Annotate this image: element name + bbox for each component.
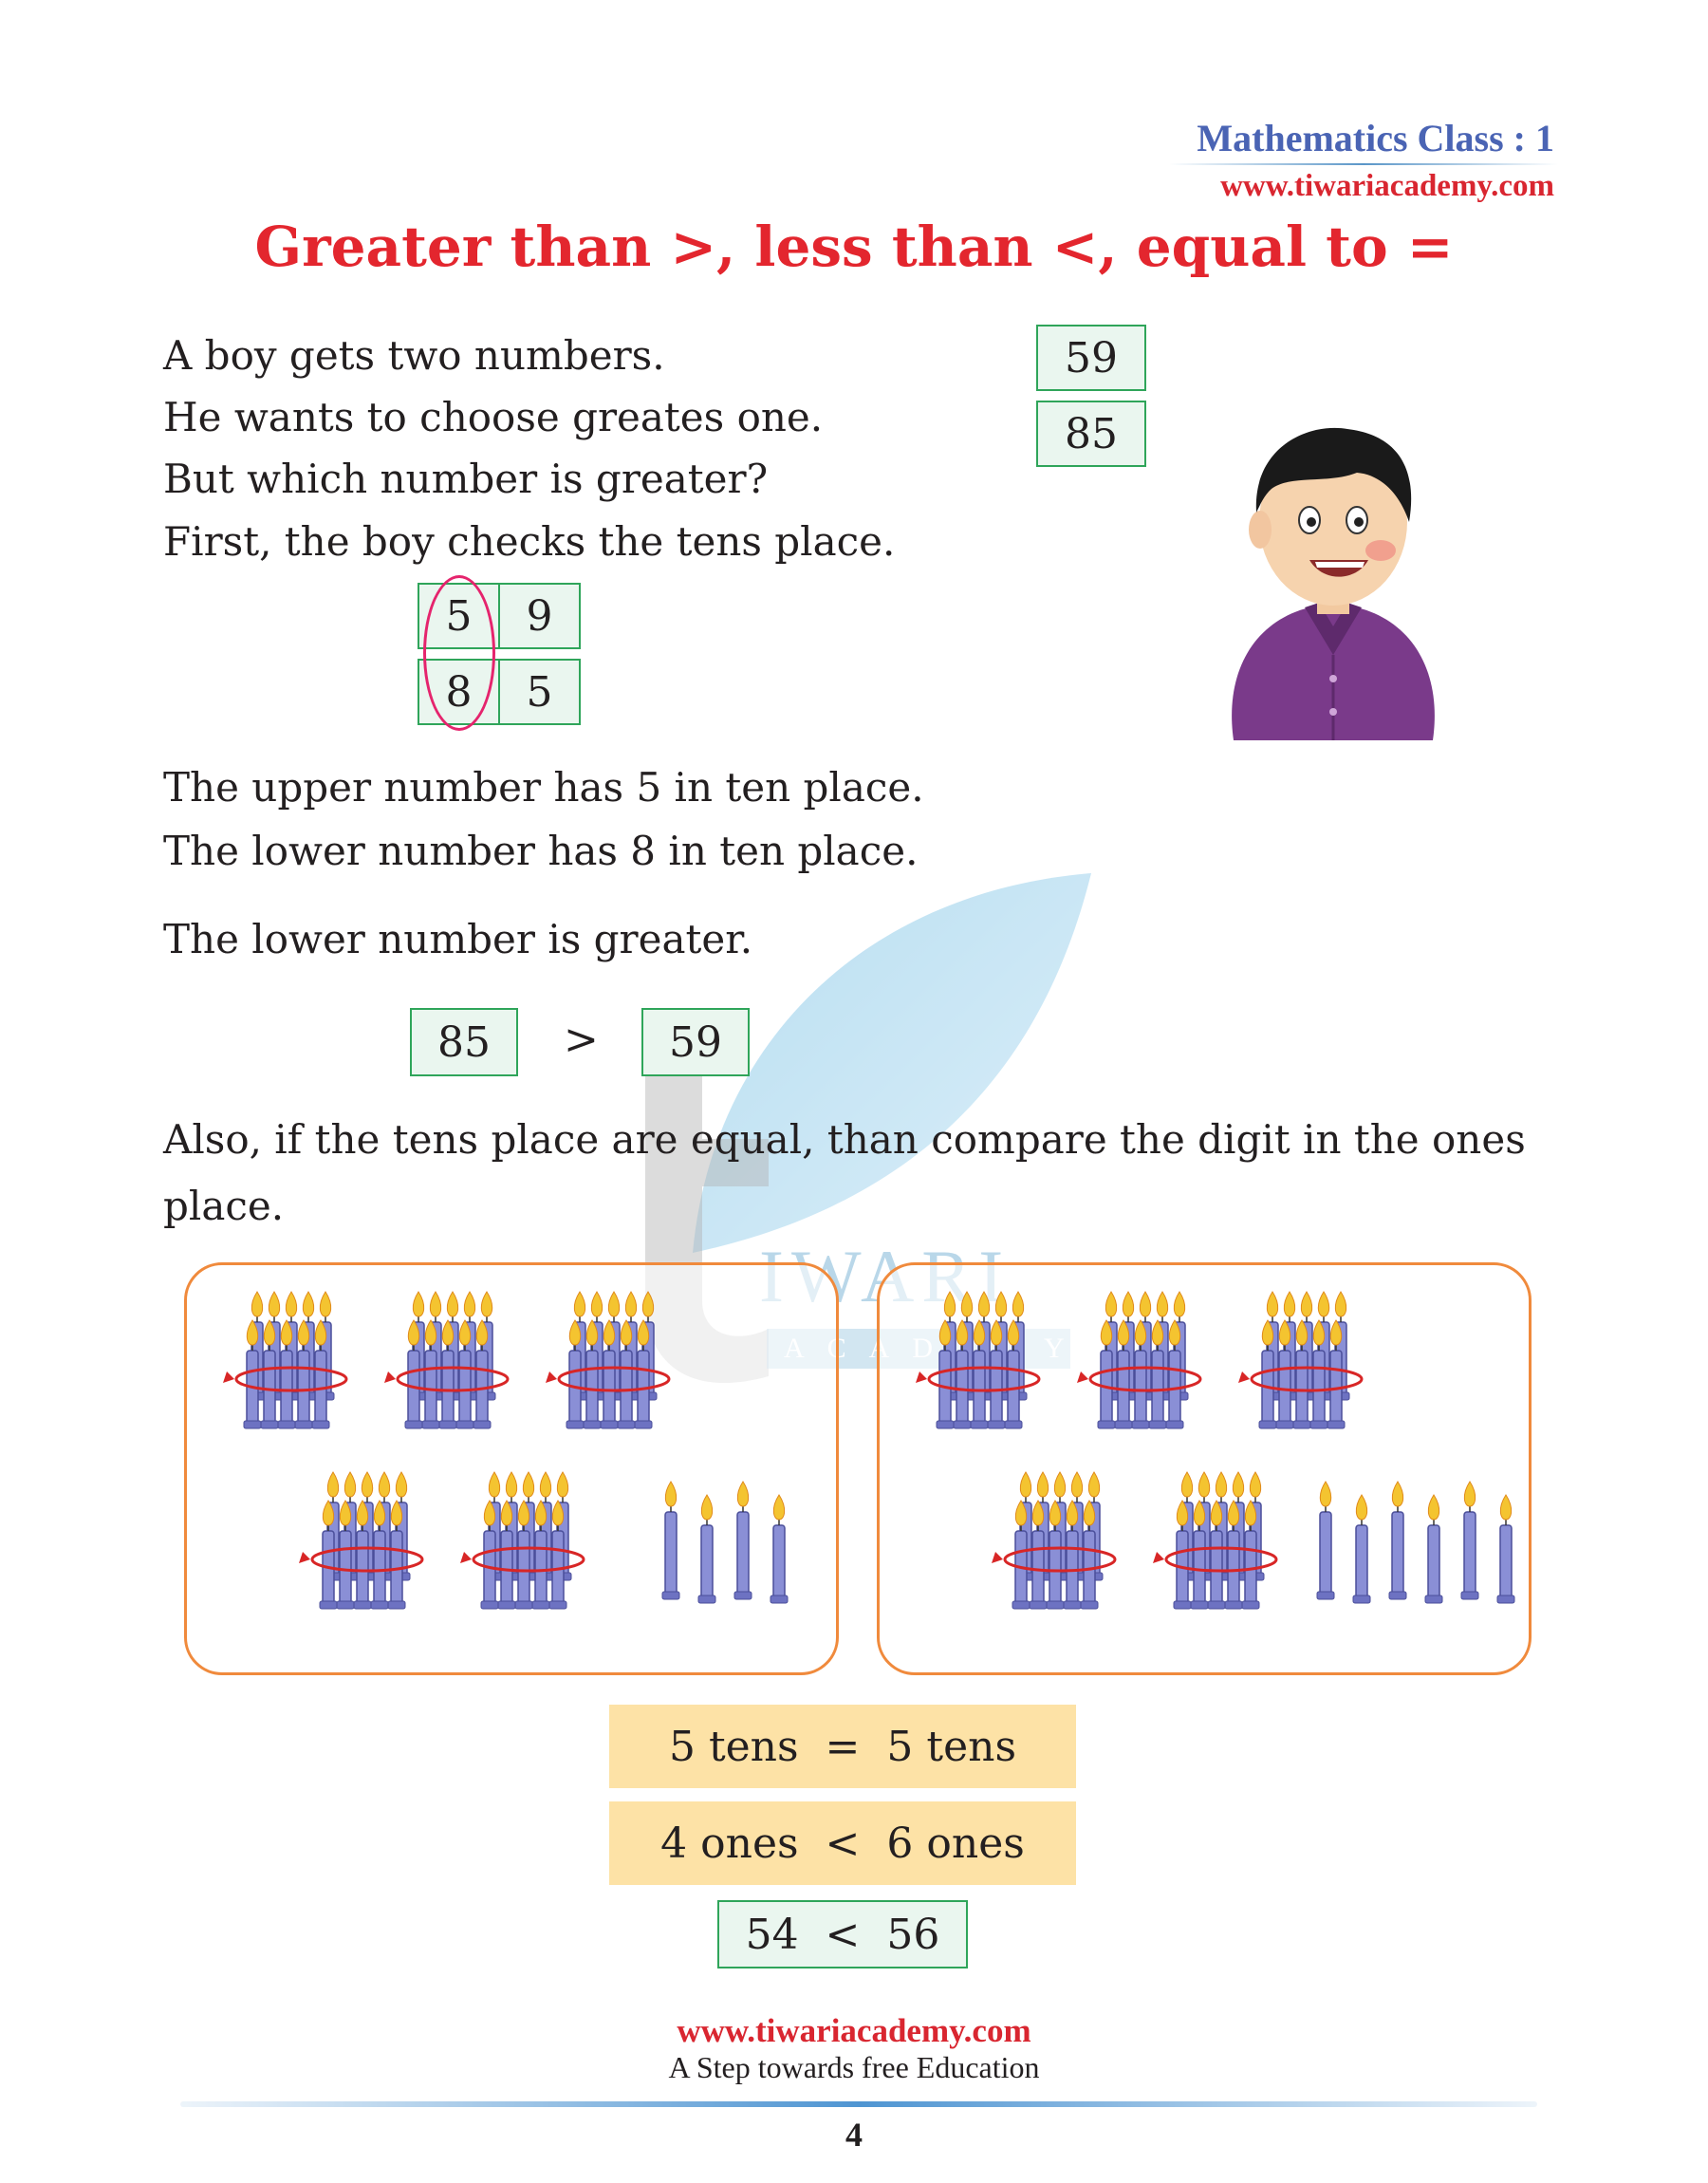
candle-panel-left xyxy=(184,1262,839,1675)
candle-bundle-of-ten xyxy=(223,1292,346,1428)
ones-rule-line-2: place. xyxy=(163,1183,285,1229)
loose-candle xyxy=(1353,1495,1370,1603)
comparison-left-box: 85 xyxy=(410,1008,518,1076)
place-table-row-2: 8 5 xyxy=(418,659,581,725)
intro-line-4: First, the boy checks the tens place. xyxy=(163,518,896,565)
candle-bundle-of-ten xyxy=(1238,1292,1362,1428)
candle-illustration-left xyxy=(187,1265,842,1678)
footer-tagline: A Step towards free Education xyxy=(668,2050,1040,2084)
candle-bundle-of-ten xyxy=(460,1472,584,1609)
candle-bundle-of-ten xyxy=(299,1472,422,1609)
candle-bundle-of-ten xyxy=(916,1292,1039,1428)
page-number: 4 xyxy=(845,2116,863,2154)
comparison-symbol: > xyxy=(564,1016,599,1064)
number-box-second: 85 xyxy=(1036,401,1146,467)
loose-candle xyxy=(1497,1495,1514,1603)
tens-place-highlight-ring xyxy=(423,575,495,731)
candle-bundle-of-ten xyxy=(384,1292,508,1428)
number-box-first: 59 xyxy=(1036,325,1146,391)
candle-illustration-right xyxy=(880,1265,1534,1678)
intro-line-3: But which number is greater? xyxy=(163,456,769,502)
intro-line-1: A boy gets two numbers. xyxy=(163,332,665,379)
candle-panel-right xyxy=(877,1262,1532,1675)
loose-candle xyxy=(1461,1482,1478,1599)
page-title: Greater than >, less than <, equal to = xyxy=(254,215,1454,279)
result-final-comparison: 54 < 56 xyxy=(717,1900,968,1968)
loose-candle xyxy=(734,1482,752,1599)
place-table-row-1: 5 9 xyxy=(418,583,581,649)
header-subject: Mathematics Class : 1 xyxy=(1197,117,1554,159)
loose-candle xyxy=(662,1482,679,1599)
loose-candle xyxy=(1425,1495,1442,1603)
explanation-line-1: The upper number has 5 in ten place. xyxy=(163,764,924,811)
footer-divider xyxy=(180,2101,1537,2107)
boy-illustration xyxy=(1215,418,1452,740)
loose-candle xyxy=(770,1495,788,1603)
ones-rule-line-1: Also, if the tens place are equal, than compare the digit in the ones xyxy=(163,1116,1526,1163)
conclusion-text: The lower number is greater. xyxy=(163,916,753,962)
comparison-right-box: 59 xyxy=(641,1008,750,1076)
candle-bundle-of-ten xyxy=(1153,1472,1276,1609)
loose-candle xyxy=(1317,1482,1334,1599)
loose-candle xyxy=(1389,1482,1406,1599)
intro-line-2: He wants to choose greates one. xyxy=(163,394,824,440)
loose-candle xyxy=(698,1495,715,1603)
header-divider xyxy=(1169,163,1558,165)
candle-bundle-of-ten xyxy=(992,1472,1115,1609)
candle-bundle-of-ten xyxy=(1077,1292,1200,1428)
explanation-line-2: The lower number has 8 in ten place. xyxy=(163,828,919,874)
result-tens-comparison: 5 tens = 5 tens xyxy=(609,1705,1076,1788)
result-ones-comparison: 4 ones < 6 ones xyxy=(609,1801,1076,1885)
header-website-link[interactable]: www.tiwariacademy.com xyxy=(1220,169,1554,203)
candle-bundle-of-ten xyxy=(546,1292,669,1428)
footer-website-link[interactable]: www.tiwariacademy.com xyxy=(677,2012,1031,2049)
